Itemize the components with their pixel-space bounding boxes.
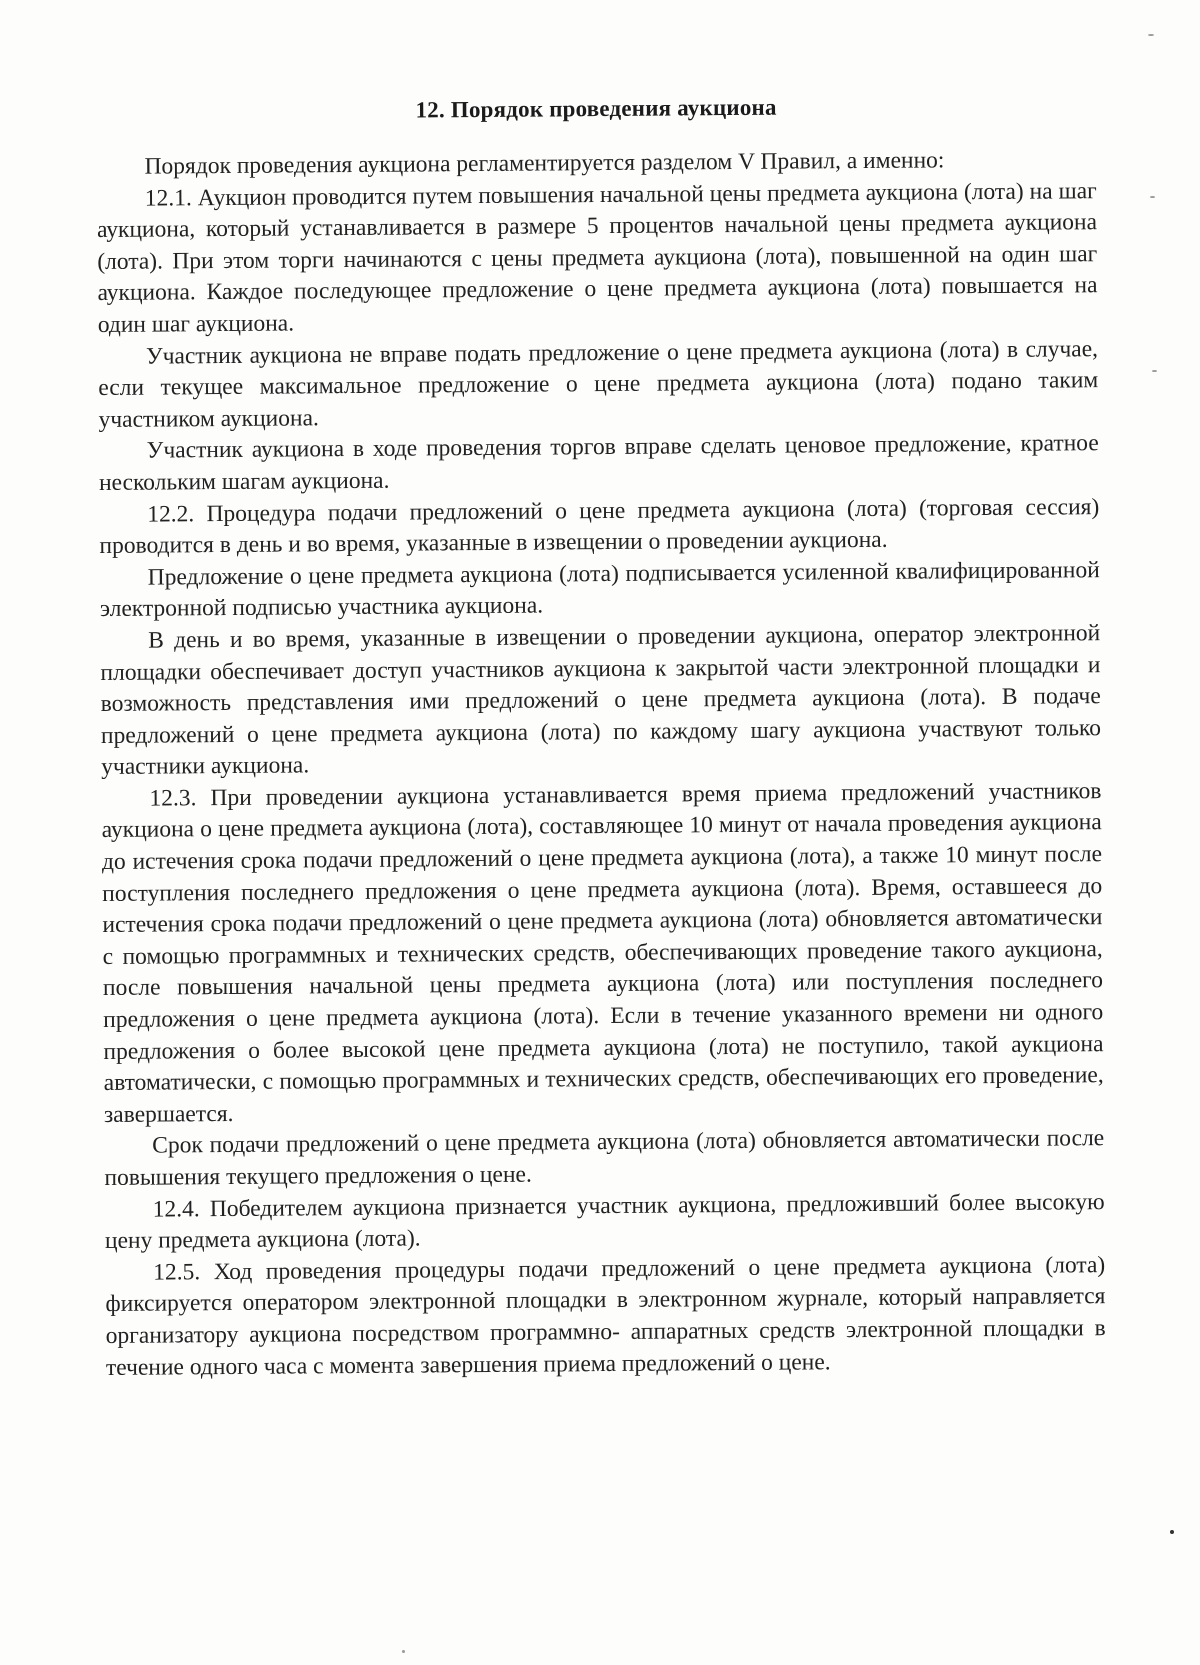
scan-speck: [402, 1650, 405, 1653]
paragraph-12-5: 12.5. Ход проведения процедуры подачи предложений о цене предмета аукциона (лота) фиксируется оператором электронной площадки в электронном журнале, который направляется организатору аукциона посредством программно- аппаратных средств электронной площадки в течение одного часа с момента завершения приема предложений о цене.: [105, 1251, 1106, 1381]
paragraph-intro: Порядок проведения аукциона регламентируется разделом V Правил, а именно:: [144, 147, 945, 180]
paragraph-signature: Предложение о цене предмета аукциона (лота) подписывается усиленной квалифицированной электронной подписью участника аукциона.: [99, 556, 1100, 623]
paragraph-12-3: 12.3. При проведении аукциона устанавливается время приема предложений участников аукциона о цене предмета аукциона (лота), составляющее 10 минут от начала проведения аукциона до истечения срока подачи предложений о цене предмета аукциона (лота), а также 10 минут после поступления последнего предложения о цене предмета аукциона (лота). Время, оставшееся до истечения срока подачи предложений о цене предмета аукциона (лота) обновляется автоматически с помощью программных и технических средств, обеспечивающих проведение такого аукциона, после повышения начальной цены предмета аукциона (лота) или поступления последнего предложения о цене предмета аукциона (лота). Если в течение указанного времени ни одного предложения о более высокой цене предмета аукциона (лота) не поступило, такой аукциона автоматически, с помощью программных и технических средств, обеспечивающих его проведение, завершается.: [101, 777, 1104, 1128]
paragraph-12-2: 12.2. Процедура подачи предложений о цене предмета аукциона (лота) (торговая сессия) проводится в день и во время, указанные в извещении о проведении аукциона.: [99, 493, 1100, 560]
scan-speck: [1152, 370, 1157, 372]
paragraph-deadline-update: Срок подачи предложений о цене предмета аукциона (лота) обновляется автоматически после повышения текущего предложения о цене.: [104, 1125, 1105, 1191]
paragraph-participant-restriction: Участник аукциона не вправе подать предложение о цене предмета аукциона (лота) в случае, если текущее максимальное предложение о цене предмета аукциона (лота) подано таким участником аукциона.: [98, 335, 1099, 433]
paragraph-12-1: 12.1. Аукцион проводится путем повышения начальной цены предмета аукциона (лота) на шаг аукциона, который устанавливается в размере 5 процентов начальной цены предмета аукциона (лота). При этом торги начинаются с цены предмета аукциона (лота), повышенной на один шаг аукциона. Каждое последующее предложение о цене предмета аукциона (лота) повышается на один шаг аукциона.: [96, 177, 1098, 338]
paragraph-multiple-steps: Участник аукциона в ходе проведения торгов вправе сделать ценовое предложение, кратное нескольким шагам аукциона.: [98, 430, 1099, 496]
scan-speck: [1150, 196, 1155, 198]
scan-speck: [1170, 1530, 1174, 1534]
scan-speck: [1148, 34, 1154, 36]
paragraph-access: В день и во время, указанные в извещении о проведении аукциона, оператор электронной площадки обеспечивает доступ участников аукциона к закрытой части электронной площадки и возможность представления ими предложений о цене предмета аукциона (лота). В подаче предложений о цене предмета аукциона (лота) по каждому шагу аукциона участвуют только участники аукциона.: [100, 620, 1102, 781]
section-heading: 12. Порядок проведения аукциона: [415, 94, 777, 123]
document-body: [96, 92, 1106, 1384]
paragraph-12-4: 12.4. Победителем аукциона признается участник аукциона, предложивший более высокую цену предмета аукциона (лота).: [104, 1188, 1105, 1255]
